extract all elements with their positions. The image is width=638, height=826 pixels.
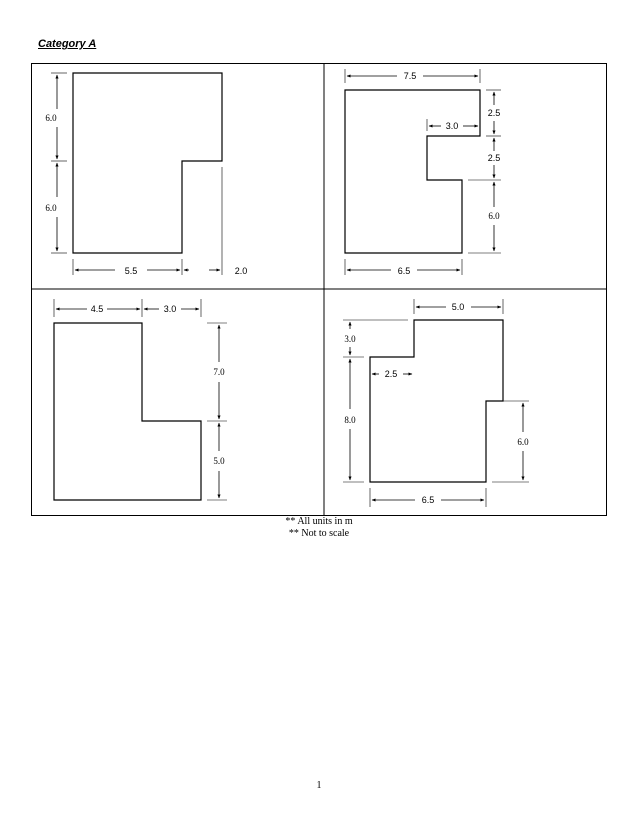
dim-a2-bottom: 6.5 — [397, 266, 411, 276]
page-heading: Category A — [38, 38, 97, 50]
dim-a1-left-lower: 6.0 — [45, 203, 57, 213]
dim-a4-top: 5.0 — [451, 302, 465, 312]
dim-a2-right-lower: 6.0 — [488, 211, 500, 221]
figure-a3-outline — [54, 323, 201, 500]
figure-a1 — [51, 73, 222, 275]
notes — [0, 516, 638, 540]
dim-a2-right-middle: 2.5 — [487, 153, 501, 163]
dim-a2-notch-width: 3.0 — [445, 121, 459, 131]
note-scale: ** Not to scale — [288, 528, 350, 539]
figure-a3 — [54, 299, 227, 500]
figure-a2 — [345, 69, 501, 275]
dim-a1-left-upper: 6.0 — [45, 113, 57, 123]
dim-a4-left-upper: 3.0 — [344, 334, 356, 344]
dim-a2-top: 7.5 — [403, 71, 417, 81]
page-number: 1 — [316, 780, 322, 791]
dim-a4-right: 6.0 — [517, 437, 529, 447]
figure-grid — [31, 63, 607, 516]
dim-a4-bottom: 6.5 — [421, 495, 435, 505]
dim-a3-top-left: 4.5 — [90, 304, 104, 314]
dim-a3-right-upper: 7.0 — [213, 367, 225, 377]
note-units: ** All units in m — [285, 516, 353, 527]
dim-a1-bottom-right: 2.0 — [234, 266, 248, 276]
dim-a4-left-lower: 8.0 — [344, 415, 356, 425]
dim-a1-bottom-left: 5.5 — [124, 266, 138, 276]
figure-a2-outline — [345, 90, 480, 253]
dim-a3-right-lower: 5.0 — [213, 456, 225, 466]
dim-a4-step-width: 2.5 — [384, 369, 398, 379]
figure-a1-outline — [73, 73, 222, 253]
figure-a4-outline — [370, 320, 503, 482]
figure-a4 — [343, 299, 529, 507]
figures-svg — [31, 63, 607, 516]
dim-a3-top-right: 3.0 — [163, 304, 177, 314]
dim-a2-right-upper: 2.5 — [487, 108, 501, 118]
